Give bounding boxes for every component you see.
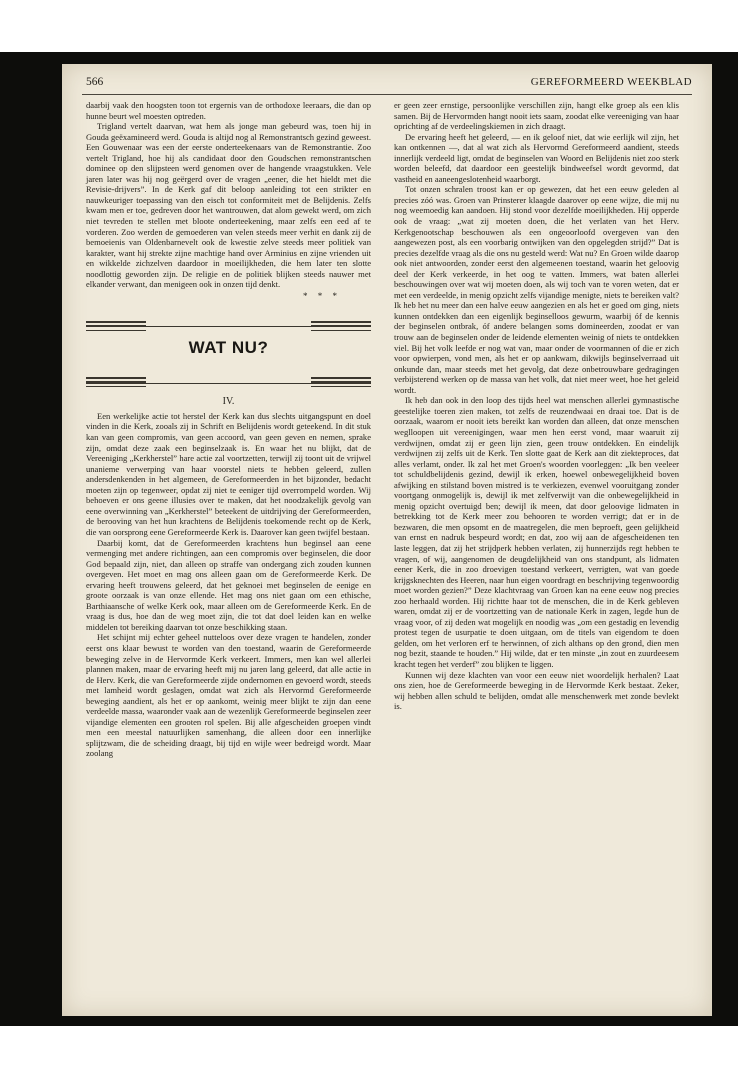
paragraph: Het schijnt mij echter geheel nutteloos over deze vragen te handelen, zonder eerst ons klaar bewust te worden van den toestand, waarin de Gereformeerde beweging zelve in de Hervormde Kerk verkeert. Immers, men kan wel allerlei plannen maken, maar de ervaring heeft mij nu jaren lang geleerd, dat alle actie in de Herv. Kerk, die van Gereformeerde zijde ondernomen en gevoerd wordt, steeds met lamheid wordt geslagen, omdat wat zich als Hervormd Gereformeerde beweging aandient, als het er op aankomt, weinig meer blijkt te zijn dan eene verdeelde massa, waaronder vaak aan de wezenlijk Gereformeerde beginselen zeer vijandige elementen een grooten rol spelen. Bij alle afgescheiden groepen vindt men een meestal natuurlijken samenhang, die alleen door een innerlijke splijtzwam, die de scheiding draagt, bij tijd en wijle weer bedreigd wordt. Maar zoolang [86,632,371,759]
section-stars: * * * [303,290,341,301]
section-heading-block [86,321,371,389]
header-rule [82,94,692,95]
ornament-rule [86,321,146,333]
ornament-rule [311,377,371,389]
divider-line [86,326,371,327]
section-numeral: IV. [222,396,235,408]
magazine-page [62,64,712,1016]
paragraph: Daarbij komt, dat de Gereformeerden krachtens hun beginsel aan eene vermenging met andere richtingen, aan een compromis over beginselen, die door God bepaald zijn, niet, dan alleen op straffe van ondergang zich zouden kunnen overgeven. Het moet en mag ons alleen gaan om de Gereformeerde Kerk. De ervaring heeft trouwens geleerd, dat het geknoei met beginselen de eenige en groote oorzaak is van onze ellende. Het mag ons niet gaan om een ethische, Barthiaansche of welke Kerk ook, maar alleen om de Gereformeerde Kerk. En de vraag is dus, hoe dan de weg moet zijn, die tot dat doel leiden kan en welke middelen tot bereiking daarvan tot onze beschikking staan. [86,537,371,632]
ornament-rule [311,321,371,333]
paragraph: daarbij vaak den hoogsten toon tot ergernis van de orthodoxe leeraars, die dan op hunne beurt wel moesten optreden. [86,100,371,121]
right-column [394,100,679,712]
paragraph: Trigland vertelt daarvan, wat hem als jonge man gebeurd was, toen hij in Gouda geëxamineerd werd. Gouda is altijd nog al Remonstrantsch gezind geweest. Een Gouwenaar was een der eerste onderteekenaars van de Remonstrantie. Zoo vertelt Trigland, hoe hij als candidaat door den Goudschen remonstrantschen dominee op den slijpsteen werd genomen over de hangende vraagstukken. Vele jaren later was hij nog geërgerd over de vragen „eener, die het hieldt met die Revisie-drijvers”. In de Kerk gaf dit beloop aanleiding tot een strikter en nauwkeuriger toepassing van den eisch tot conformiteit met de Belijdenis. Zelfs kwam men er toe, gedreven door het wantrouwen, dat alom gewekt werd, om zich niet tevreden te stellen met bloote onderteekening, maar zelfs een eed af te vorderen. Zoo werden de gemoederen van velen steeds meer verhit en dank zij de bemoeienis van Oldenbarnevelt ook de kwestie zelve steeds meer politiek van karakter, want hij strekte zijne machtige hand over Arminius en zijne vrienden uit en wikkelde zichzelven daardoor in moeilijkheden, die hem later ten slotte noodlottig geworden zijn. De religie en de politiek blijken steeds nauwer met elkander verwant, dan menigeen ook in onzen tijd denkt. [86,121,371,290]
paragraph: er geen zeer ernstige, persoonlijke verschillen zijn, hangt elke groep als een klis samen. Bij de Hervormden hangt nooit iets saam, zoodat elke vereeniging van haar oprichting af de verdeelingskiemen in zich draagt. [394,100,679,132]
running-header [82,76,692,92]
paragraph: Kunnen wij deze klachten van voor een eeuw niet woordelijk herhalen? Laat ons zien, hoe de Gereformeerde beweging in de Hervormde Kerk bestaat. Zeker, wij hebben allen schuld te belijden, omdat alle menschenwerk met zonde bevlekt is. [394,669,679,712]
section-title: WAT NU? [188,338,269,358]
paragraph: Ik heb dan ook in den loop des tijds heel wat menschen allerlei gymnastische geestelijke toeren zien maken, tot zelfs de reuzendwaai en draai toe. Dat is de oorzaak, waarom er nooit iets bereikt kan worden dan alleen, dat onze menschen weglloopen uit vereenigingen, waar men hen eerst vond, maar waaruit zij verdwijnen, omdat zij er geen lijn zien, geen trouw ontdekken. En eindelijk verdwijnen zij zelfs uit de Kerk. Ten slotte gaat de Kerk aan dit ziekteproces, dat alles verlamt, onder. Ik zal het met Groen's woorden voorleggen: „Ik ben veeleer tot schuldbelijdenis gezind, dewijl ik erken, hoewel onbewegelijkheid boven afwijking en stilstand boven mistred is te verkiezen, evenwel vooruitgang zonder voortgang onmogelijk is, dewijl ik met zelfverwijt van die onbewegelijkheid in menig opzicht overtuigd ben; dewijl ik meen, dat door geloovige lidmaten in betrekking tot de Kerk meer zou behooren te worden verrigt; dat er in de bezwaren, die men opsomt en de maatregelen, die men beproeft, geen gelijkheid van ernst en nadruk bespeurd wordt; en dat, zoo wij aan de afgescheidenen ten laste leggen, dat zij het strijdperk hebben verlaten, zij hunnerzijds regt hebben te vragen, of wij, aangenomen de deugdelijkheid van ons standpunt, als lidmaten eener Kerk, die in zoo droevigen toestand verkeert, verrigten, wat van goede krijgsknechten des Heeren, naar hun eigen voordragt en beschrijving tegenwoordig moet worden gezien?” Deze klachtvraag van Groen kan na eene eeuw nog precies zoo herhaald worden. Hij richtte haar tot de menschen, die in de Kerk gebleven waren, omdat zij er de voortzetting van de nationale Kerk in zagen, legde hun de vraag voor, of zij deden wat mogelijk en noodig was „om een gestadig en levendig protest tegen de usurpatie te doen uitgaan, om de titels van eigendom te doen gelden, om het verloren erf te herwinnen, of zich althans op den grond, dien men nog bezit, staande te houden.” Hij wilde, dat er ten minste „in zout en zuurdeesem kracht tegen het verderf” zou blijken te liggen. [394,395,679,669]
paragraph: De ervaring heeft het geleerd, — en ik geloof niet, dat wie eerlijk wil zijn, het kan ontkennen —, dat al wat zich als Hervormd Gereformeerd aandient, steeds innerlijk verdeeld ligt, omdat de beginselen van Woord en Belijdenis niet zoo sterk worden beleefd, dat daardoor een geestelijk bindweefsel wordt gevormd, dat vastheid en aaneengeslotenheid waarborgt. [394,131,679,184]
page-number: 566 [86,76,104,88]
left-column [86,100,371,759]
journal-title: GEREFORMEERD WEEKBLAD [530,76,692,88]
paragraph: Een werkelijke actie tot herstel der Kerk kan dus slechts uitgangspunt en doel vinden in die Kerk, zooals zij in Schrift en Belijdenis wordt geteekend. In dit stuk kan van geen compromis, van geen accoord, van geen geven en nemen, sprake zijn, omdat deze zaak een beginselzaak is. En waar het nu blijkt, dat de Vereeniging „Kerkherstel” hare actie zal voortzetten, terwijl zij toont uit de vrijwel unanieme verwerping van haar voorstel niets te hebben geleerd, zullen andersdenkenden in het algemeen, de Gereformeerden in het bijzonder, bedacht moeten zijn op tegenweer, opdat zij niet te eeniger tijd overrompeld worden. Wij behoeven er ons geene illusies over te maken, dat het noodzakelijk gevolg van eene overwinning van „Kerkherstel” beteekent de uitdrijving der Gereformeerden, de berooving van het hun krachtens de Belijdenis toekomende recht op de Kerk, die van oorsprong eene Gereformeerde Kerk is. Daarover kan geen twijfel bestaan. [86,410,371,537]
ornament-rule [86,377,146,389]
paragraph: Tot onzen schralen troost kan er op gewezen, dat het een eeuw geleden al precies zóó was. Groen van Prinsterer klaagde daarover op eene wijze, die mij nu nog weemoedig kan aandoen. Hij stond voor dezelfde moeilijkheden. Hij opperde ook de vraag: „wat zij moeten doen, die het verlaten van het Herv. Kerkgenootschap beschouwen als een ongeoorloofd overgeven van den aangewezen post, als een voorbarig ontwijken van den opgelegden strijd?” Dat is precies dezelfde vraag als die ons nu gesteld werd: Wat nu? En Groen wilde daarop ook niet antwoorden, zonder eerst den algemeenen toestand, waarin het geloovig deel der Kerk verkeerde, in het oog te vatten. Immers, wat baten allerlei beschouwingen over wat wij moeten doen, als wij toch van te voren weten, dat er met een verdeelde, in menig opzicht zelfs vijandige menigte, niets te bereiken valt? Ik heb het nu meer dan een halve eeuw aangezien en als het er goed om ging, niets kunnen ontdekken dan een eigenlijk beginselloos gewurm, waarbij óf de kennis der beginselen ontbrak, óf andere belangen soms domineerden, zoodat er van trouw aan de beginselen onder de leidende elementen weinig of niets te ontdekken viel. Bij het volk leefde er nog wat van, maar onder de voormannen of die er zich voor opwierpen, vond men, als het er op aankwam, dikwijls beginselverraad uit onkunde dan, maar steeds met het gevolg, dat deze onbetrouwbare gedragingen verbijsterend werken op de massa van het volk, dat niet meer weet, hoe het geleid wordt. [394,184,679,395]
